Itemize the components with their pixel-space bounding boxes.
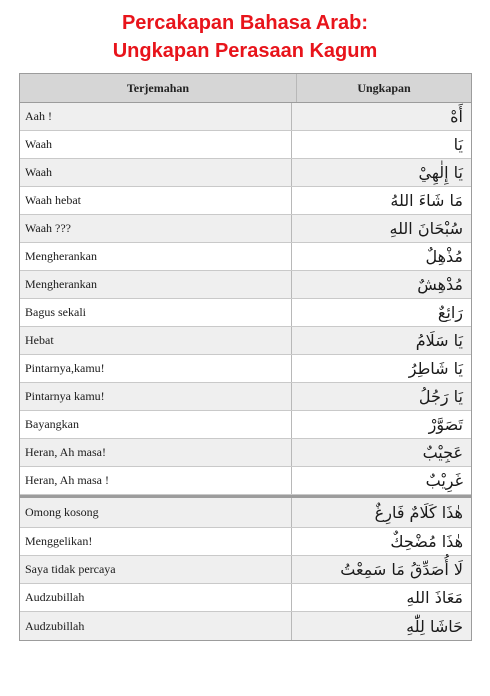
arabic-expression-cell: مُدْهِشٌ [417,275,463,294]
translation-cell: Pintarnya,kamu! [20,355,292,382]
arabic-expression-cell: يَا إِلٰهِيْ [418,163,463,182]
translation-cell: Heran, Ah masa! [20,439,292,466]
table-header [20,74,471,103]
arabic-expression-cell: أَهْ [450,107,463,126]
translation-cell: Waah [20,131,292,158]
arabic-expression-cell: تَصَوَّرْ [428,415,463,434]
arabic-expression-cell: هٰذَا كَلَامٌ فَارِغٌ [374,503,463,522]
table-row [20,159,471,187]
expressions-table [19,73,472,641]
table-row [20,383,471,411]
arabic-expression-cell: مَا شَاءَ اللهُ [390,191,463,210]
translation-cell: Audzubillah [20,612,292,640]
translation-cell: Hebat [20,327,292,354]
page-title: Percakapan Bahasa Arab: [121,12,369,34]
table-row [20,439,471,467]
page-subtitle: Ungkapan Perasaan Kagum [112,40,378,62]
translation-cell: Heran, Ah masa ! [20,467,292,494]
translation-cell: Saya tidak percaya [20,556,292,583]
arabic-expression-cell: سُبْحَانَ اللهِ [389,219,463,238]
arabic-expression-cell: يَا شَاطِرُ [408,359,463,378]
arabic-expression-cell: مُذْهِلٌ [425,247,463,266]
table-row [20,299,471,327]
table-row [20,103,471,131]
table-row [20,243,471,271]
arabic-expression-cell: حَاشَا لِلّٰهِ [406,616,463,636]
arabic-expression-cell: مَعَاذَ اللهِ [406,588,463,607]
table-row [20,327,471,355]
translation-cell: Omong kosong [20,498,292,527]
translation-cell: Menggelikan! [20,528,292,555]
arabic-expression-cell: لَا أُصَدِّقُ مَا سَمِعْتُ [340,560,463,579]
table-row [20,528,471,556]
arabic-expression-cell: غَرِيْبٌ [425,471,463,490]
translation-cell: Waah ??? [20,215,292,242]
translation-cell: Aah ! [20,103,292,130]
table-row [20,271,471,299]
translation-cell: Bayangkan [20,411,292,438]
translation-cell: Waah hebat [20,187,292,214]
header-translation: Terjemahan [20,74,297,102]
table-row [20,187,471,215]
arabic-expression-cell: يَا سَلَامُ [415,331,463,350]
translation-cell: Mengherankan [20,243,292,270]
table-row [20,355,471,383]
table-body [20,103,471,640]
translation-cell: Audzubillah [20,584,292,611]
arabic-expression-cell: عَجِيْبٌ [422,443,463,462]
table-row [20,411,471,439]
arabic-expression-cell: هٰذَا مُضْحِكٌ [390,532,463,551]
header-expression: Ungkapan [357,80,411,95]
translation-cell: Bagus sekali [20,299,292,326]
table-row [20,556,471,584]
table-row [20,467,471,495]
translation-cell: Mengherankan [20,271,292,298]
table-row [20,584,471,612]
translation-cell: Waah [20,159,292,186]
table-row [20,131,471,159]
arabic-expression-cell: رَائِعٌ [437,303,463,322]
table-row [20,215,471,243]
table-row [20,612,471,640]
arabic-expression-cell: يَا [453,135,463,154]
table-row [20,498,471,528]
arabic-expression-cell: يَا رَجُلُ [418,387,463,406]
translation-cell: Pintarnya kamu! [20,383,292,410]
